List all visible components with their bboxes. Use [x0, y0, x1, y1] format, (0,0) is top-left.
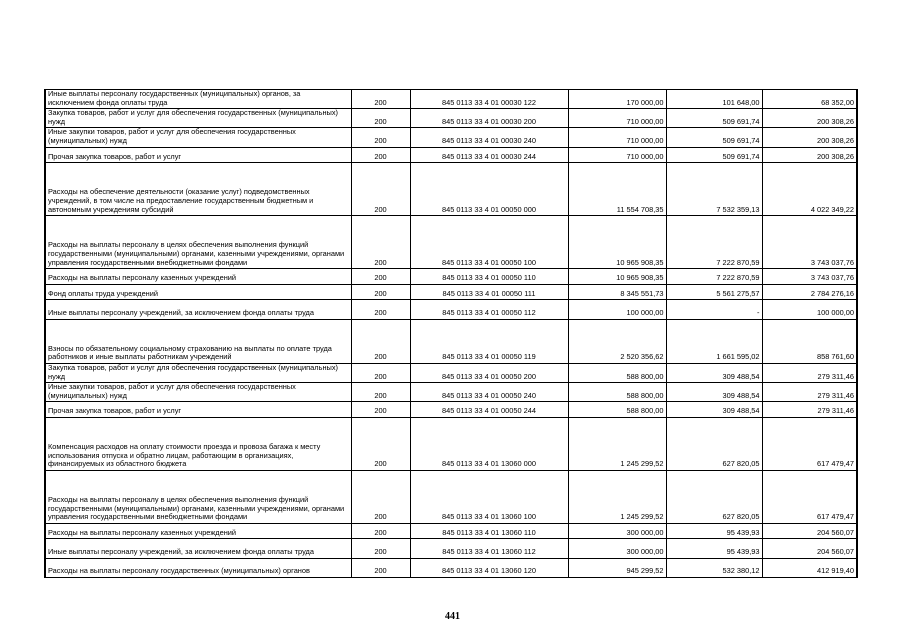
table-row — [45, 363, 857, 382]
row-kbk-cell: 845 0113 33 4 01 13060 120 — [410, 558, 568, 577]
row-kbk-cell: 845 0113 33 4 01 00050 240 — [410, 383, 568, 402]
row-executed-cell: 5 561 275,57 — [666, 284, 762, 300]
row-kbk-cell: 845 0113 33 4 01 00030 244 — [410, 147, 568, 163]
row-executed-cell: 309 488,54 — [666, 402, 762, 418]
row-kbk-cell: 845 0113 33 4 01 00050 111 — [410, 284, 568, 300]
row-name-cell: Иные выплаты персоналу государственных (муниципальных) органов, за исключением фонда оплаты труда — [45, 90, 351, 109]
row-code-cell: 200 — [351, 147, 410, 163]
row-remaining-cell: 200 308,26 — [762, 147, 857, 163]
row-executed-cell: 7 222 870,59 — [666, 269, 762, 285]
row-code-cell: 200 — [351, 383, 410, 402]
row-approved-cell: 300 000,00 — [568, 523, 666, 539]
table-row — [45, 284, 857, 300]
row-name-cell: Взносы по обязательному социальному страхованию на выплаты по оплате труда работников и иные выплаты работникам учреждений — [45, 319, 351, 363]
row-code-cell: 200 — [351, 558, 410, 577]
row-code-cell: 200 — [351, 402, 410, 418]
row-kbk-cell: 845 0113 33 4 01 00050 244 — [410, 402, 568, 418]
row-kbk-cell: 845 0113 33 4 01 13060 100 — [410, 470, 568, 523]
row-approved-cell: 10 965 908,35 — [568, 216, 666, 269]
row-kbk-cell: 845 0113 33 4 01 00050 200 — [410, 363, 568, 382]
row-approved-cell: 170 000,00 — [568, 90, 666, 109]
row-approved-cell: 710 000,00 — [568, 128, 666, 147]
row-name-cell: Иные выплаты персоналу учреждений, за исключением фонда оплаты труда — [45, 300, 351, 319]
row-name-cell: Расходы на выплаты персоналу в целях обеспечения выполнения функций государственными (муниципальными) органами, казенными учреждениями, органами управления государственными внебюджетными фондами — [45, 216, 351, 269]
row-approved-cell: 10 965 908,35 — [568, 269, 666, 285]
row-kbk-cell: 845 0113 33 4 01 00050 100 — [410, 216, 568, 269]
page-number: 441 — [445, 611, 460, 622]
row-remaining-cell: 204 560,07 — [762, 523, 857, 539]
row-code-cell: 200 — [351, 363, 410, 382]
row-name-cell: Расходы на выплаты персоналу казенных учреждений — [45, 269, 351, 285]
row-executed-cell: 1 661 595,02 — [666, 319, 762, 363]
row-code-cell: 200 — [351, 90, 410, 109]
row-code-cell: 200 — [351, 284, 410, 300]
row-executed-cell: 309 488,54 — [666, 363, 762, 382]
row-remaining-cell: 100 000,00 — [762, 300, 857, 319]
row-code-cell: 200 — [351, 128, 410, 147]
table-row — [45, 216, 857, 269]
row-executed-cell: 532 380,12 — [666, 558, 762, 577]
row-executed-cell: 7 532 359,13 — [666, 163, 762, 216]
row-kbk-cell: 845 0113 33 4 01 13060 112 — [410, 539, 568, 558]
table-row — [45, 90, 857, 109]
row-name-cell: Иные закупки товаров, работ и услуг для обеспечения государственных (муниципальных) нужд — [45, 128, 351, 147]
row-kbk-cell: 845 0113 33 4 01 00030 200 — [410, 109, 568, 128]
row-code-cell: 200 — [351, 109, 410, 128]
row-name-cell: Расходы на выплаты персоналу государственных (муниципальных) органов — [45, 558, 351, 577]
row-name-cell: Фонд оплаты труда учреждений — [45, 284, 351, 300]
row-approved-cell: 2 520 356,62 — [568, 319, 666, 363]
row-name-cell: Иные выплаты персоналу учреждений, за исключением фонда оплаты труда — [45, 539, 351, 558]
row-kbk-cell: 845 0113 33 4 01 00030 240 — [410, 128, 568, 147]
row-remaining-cell: 858 761,60 — [762, 319, 857, 363]
row-executed-cell: 7 222 870,59 — [666, 216, 762, 269]
row-approved-cell: 710 000,00 — [568, 109, 666, 128]
row-remaining-cell: 279 311,46 — [762, 383, 857, 402]
row-approved-cell: 945 299,52 — [568, 558, 666, 577]
row-approved-cell: 710 000,00 — [568, 147, 666, 163]
row-remaining-cell: 200 308,26 — [762, 109, 857, 128]
row-approved-cell: 588 800,00 — [568, 363, 666, 382]
row-approved-cell: 1 245 299,52 — [568, 470, 666, 523]
table-row — [45, 163, 857, 216]
row-approved-cell: 1 245 299,52 — [568, 417, 666, 470]
row-executed-cell: 95 439,93 — [666, 523, 762, 539]
row-code-cell: 200 — [351, 470, 410, 523]
row-approved-cell: 100 000,00 — [568, 300, 666, 319]
row-executed-cell: - — [666, 300, 762, 319]
row-approved-cell: 11 554 708,35 — [568, 163, 666, 216]
table-row — [45, 319, 857, 363]
row-kbk-cell: 845 0113 33 4 01 13060 110 — [410, 523, 568, 539]
row-name-cell: Расходы на обеспечение деятельности (оказание услуг) подведомственных учреждений, в том числе на предоставление государственным бюджетным и автономным учреждениям субсидий — [45, 163, 351, 216]
row-remaining-cell: 204 560,07 — [762, 539, 857, 558]
row-kbk-cell: 845 0113 33 4 01 00030 122 — [410, 90, 568, 109]
row-name-cell: Закупка товаров, работ и услуг для обеспечения государственных (муниципальных) нужд — [45, 363, 351, 382]
table-row — [45, 470, 857, 523]
row-executed-cell: 627 820,05 — [666, 417, 762, 470]
row-approved-cell: 8 345 551,73 — [568, 284, 666, 300]
row-remaining-cell: 4 022 349,22 — [762, 163, 857, 216]
row-name-cell: Прочая закупка товаров, работ и услуг — [45, 402, 351, 418]
table-row — [45, 558, 857, 577]
row-name-cell: Расходы на выплаты персоналу в целях обеспечения выполнения функций государственными (муниципальными) органами, казенными учреждениями, органами управления государственными внебюджетными фондами — [45, 470, 351, 523]
row-approved-cell: 300 000,00 — [568, 539, 666, 558]
row-kbk-cell: 845 0113 33 4 01 00050 119 — [410, 319, 568, 363]
row-remaining-cell: 617 479,47 — [762, 470, 857, 523]
row-kbk-cell: 845 0113 33 4 01 00050 000 — [410, 163, 568, 216]
row-remaining-cell: 68 352,00 — [762, 90, 857, 109]
row-code-cell: 200 — [351, 300, 410, 319]
row-executed-cell: 509 691,74 — [666, 109, 762, 128]
table-row — [45, 383, 857, 402]
table-row — [45, 128, 857, 147]
row-name-cell: Компенсация расходов на оплату стоимости проезда и провоза багажа к месту использования отпуска и обратно лицам, работающим в организациях, финансируемых из областного бюджета — [45, 417, 351, 470]
row-approved-cell: 588 800,00 — [568, 402, 666, 418]
row-code-cell: 200 — [351, 523, 410, 539]
row-executed-cell: 627 820,05 — [666, 470, 762, 523]
budget-execution-table — [44, 89, 858, 578]
row-remaining-cell: 617 479,47 — [762, 417, 857, 470]
row-remaining-cell: 412 919,40 — [762, 558, 857, 577]
row-kbk-cell: 845 0113 33 4 01 13060 000 — [410, 417, 568, 470]
table-row — [45, 539, 857, 558]
row-name-cell: Расходы на выплаты персоналу казенных учреждений — [45, 523, 351, 539]
row-remaining-cell: 279 311,46 — [762, 402, 857, 418]
table-row — [45, 300, 857, 319]
row-code-cell: 200 — [351, 269, 410, 285]
table-body — [45, 90, 857, 578]
row-remaining-cell: 279 311,46 — [762, 363, 857, 382]
row-code-cell: 200 — [351, 539, 410, 558]
row-name-cell: Прочая закупка товаров, работ и услуг — [45, 147, 351, 163]
row-kbk-cell: 845 0113 33 4 01 00050 110 — [410, 269, 568, 285]
table-row — [45, 523, 857, 539]
row-executed-cell: 509 691,74 — [666, 147, 762, 163]
table-row — [45, 417, 857, 470]
row-executed-cell: 101 648,00 — [666, 90, 762, 109]
table-row — [45, 109, 857, 128]
row-name-cell: Иные закупки товаров, работ и услуг для обеспечения государственных (муниципальных) нужд — [45, 383, 351, 402]
row-name-cell: Закупка товаров, работ и услуг для обеспечения государственных (муниципальных) нужд — [45, 109, 351, 128]
row-executed-cell: 309 488,54 — [666, 383, 762, 402]
row-code-cell: 200 — [351, 163, 410, 216]
table-row — [45, 147, 857, 163]
row-code-cell: 200 — [351, 417, 410, 470]
row-remaining-cell: 3 743 037,76 — [762, 216, 857, 269]
row-kbk-cell: 845 0113 33 4 01 00050 112 — [410, 300, 568, 319]
row-remaining-cell: 200 308,26 — [762, 128, 857, 147]
row-executed-cell: 95 439,93 — [666, 539, 762, 558]
row-remaining-cell: 3 743 037,76 — [762, 269, 857, 285]
row-approved-cell: 588 800,00 — [568, 383, 666, 402]
row-code-cell: 200 — [351, 216, 410, 269]
row-code-cell: 200 — [351, 319, 410, 363]
row-remaining-cell: 2 784 276,16 — [762, 284, 857, 300]
table-row — [45, 269, 857, 285]
row-executed-cell: 509 691,74 — [666, 128, 762, 147]
table-row — [45, 402, 857, 418]
